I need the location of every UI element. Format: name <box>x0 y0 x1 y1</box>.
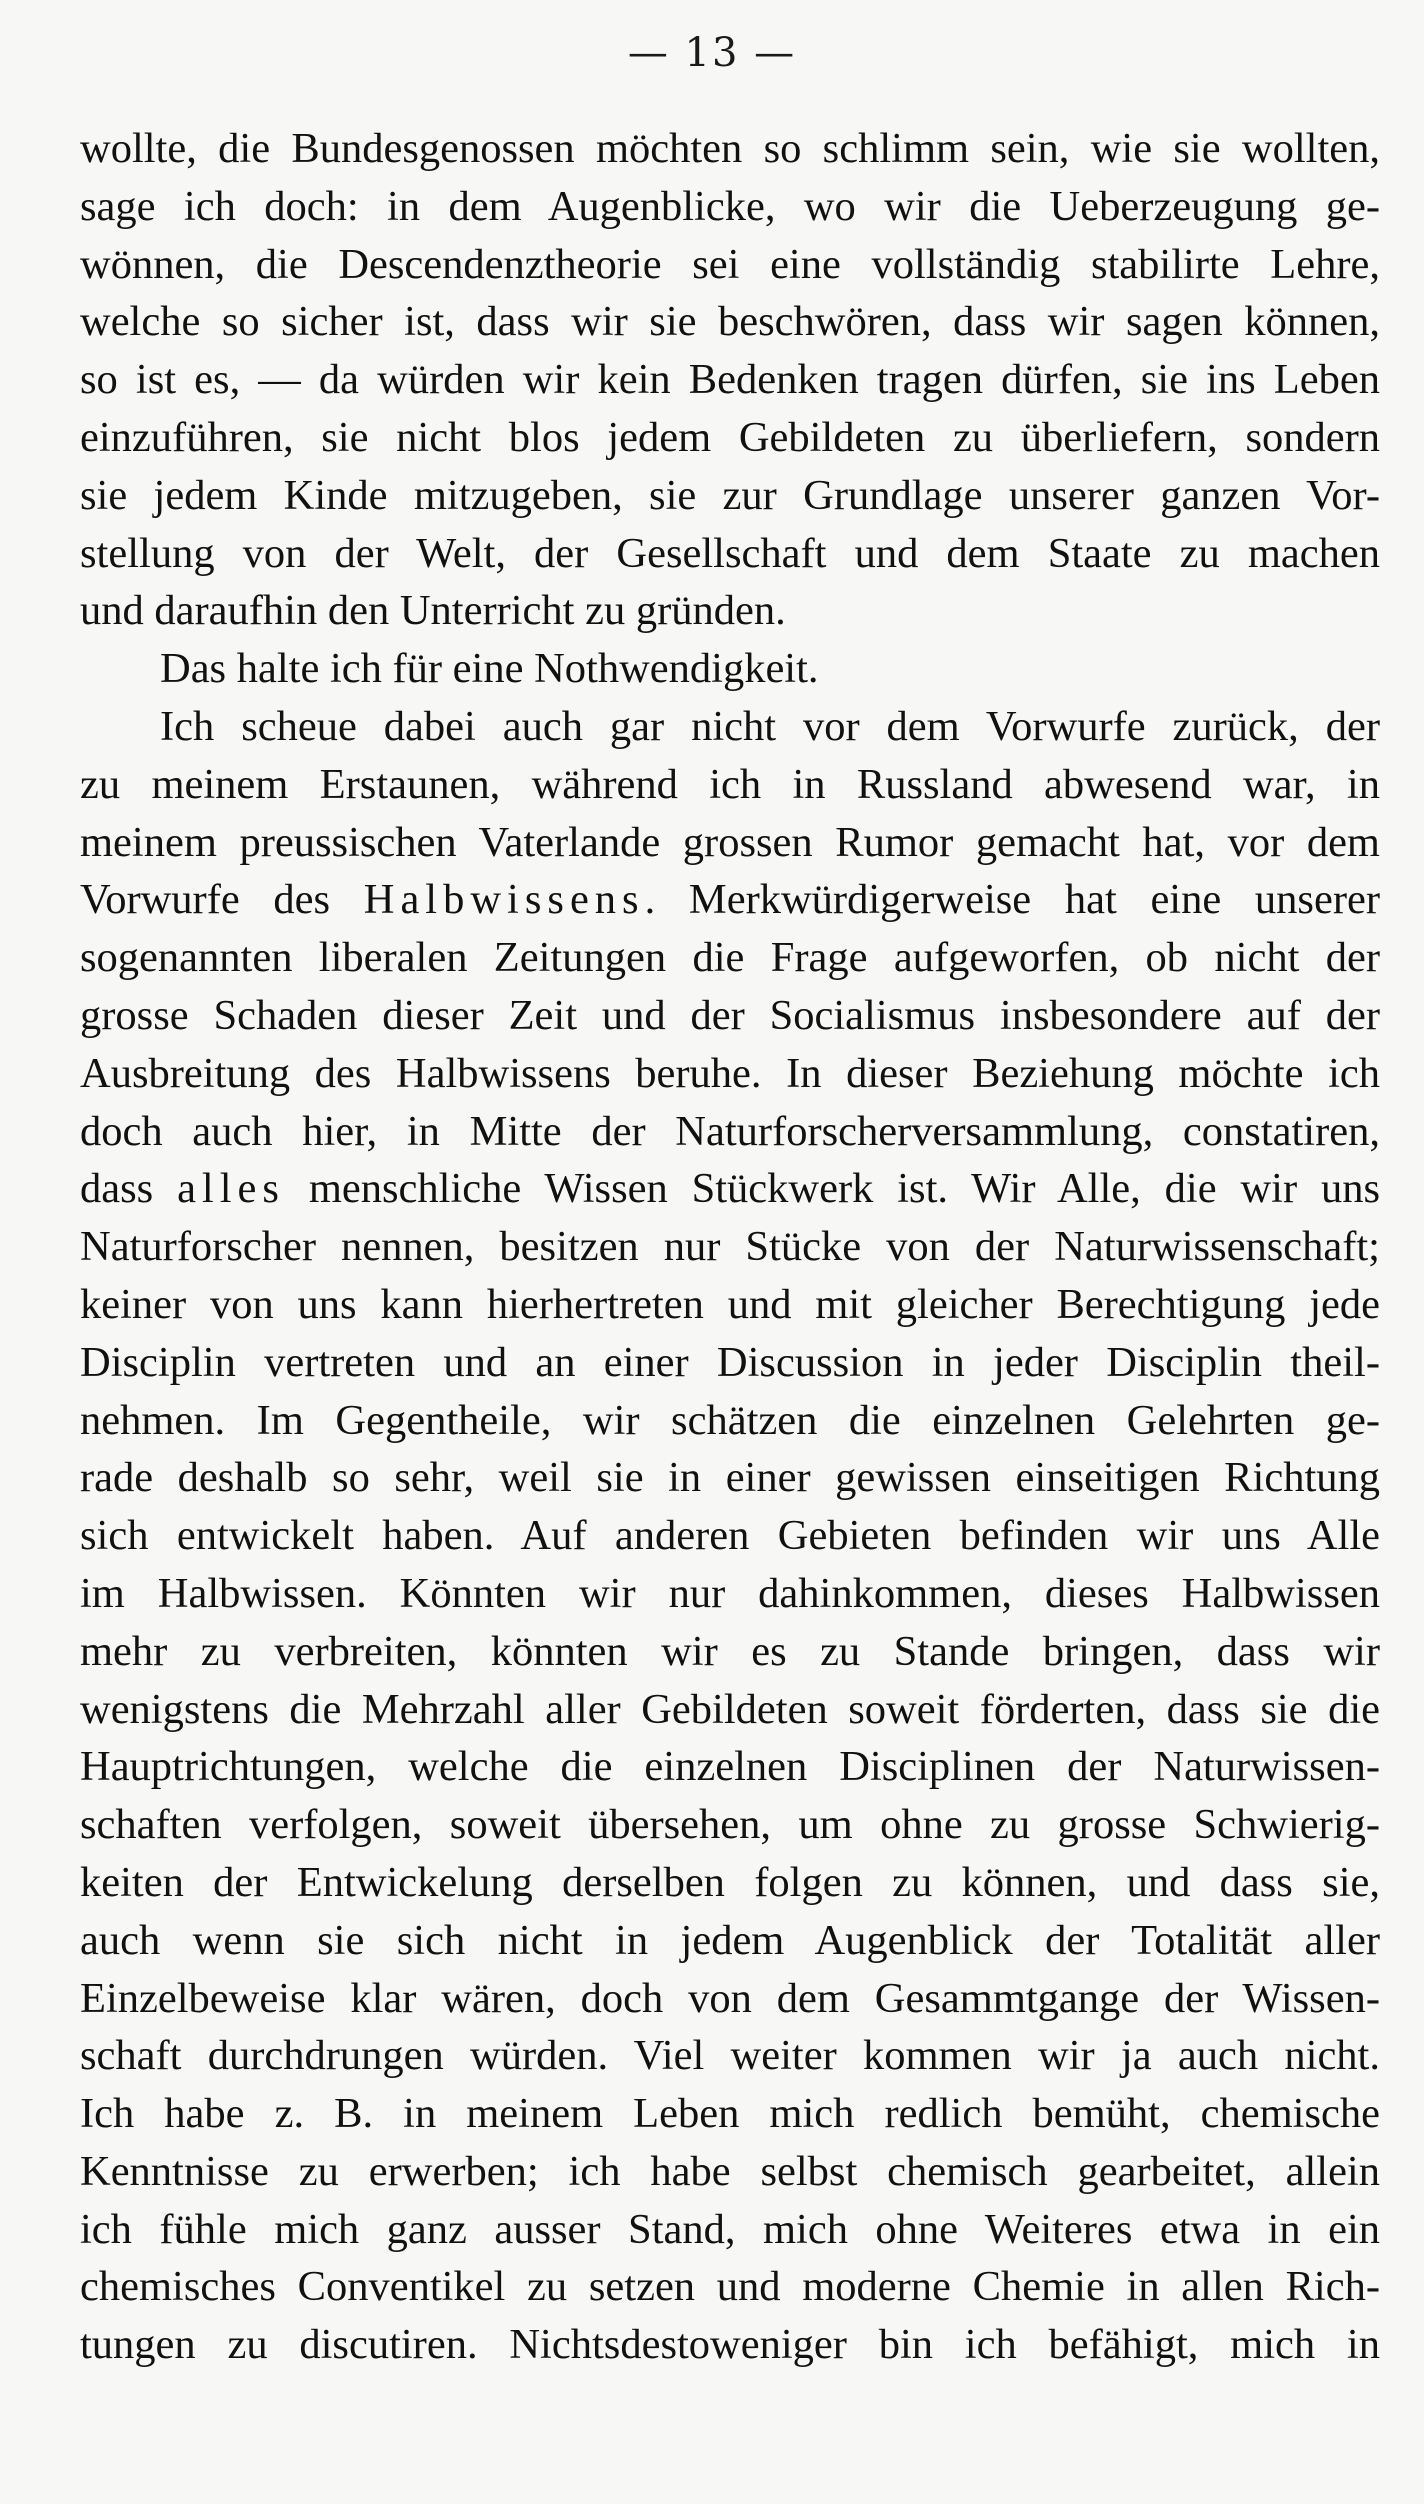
text-line: keiner von uns kann hierhertreten und mit gleicher Berechtigung jede <box>80 1280 1380 1328</box>
text-line: sogenannten liberalen Zeitungen die Frage aufgeworfen, ob nicht der <box>80 934 1380 982</box>
spaced-emphasis: alles <box>177 1165 285 1213</box>
page-number: — 13 — <box>627 30 797 76</box>
text-line <box>80 871 1380 929</box>
text-line: stellung von der Welt, der Gesellschaft und dem Staate zu machen <box>80 529 1380 577</box>
text-line: im Halbwissen. Könnten wir nur dahinkommen, dieses Halbwissen <box>80 1569 1380 1617</box>
text-line: grosse Schaden dieser Zeit und der Socialismus insbesondere auf der <box>80 991 1380 1039</box>
text-line: chemisches Conventikel zu setzen und moderne Chemie in allen Rich- <box>80 2263 1380 2311</box>
text-line: Ich scheue dabei auch gar nicht vor dem Vorwurfe zurück, der <box>160 702 1380 750</box>
body-text <box>80 120 1380 2374</box>
text-line: Kenntnisse zu erwerben; ich habe selbst chemisch gearbeitet, allein <box>80 2147 1380 2195</box>
text-line: wönnen, die Descendenztheorie sei eine vollständig stabilirte Lehre, <box>80 240 1380 288</box>
text-line: auch wenn sie sich nicht in jedem Augenblick der Totalität aller <box>80 1916 1380 1964</box>
text-line: ich fühle mich ganz ausser Stand, mich ohne Weiteres etwa in ein <box>80 2205 1380 2253</box>
text-line: sie jedem Kinde mitzugeben, sie zur Grundlage unserer ganzen Vor- <box>80 471 1380 519</box>
text-line: Naturforscher nennen, besitzen nur Stücke von der Naturwissenschaft; <box>80 1223 1380 1271</box>
text-segment: dass <box>80 1165 178 1213</box>
text-line: sage ich doch: in dem Augenblicke, wo wir die Ueberzeugung ge- <box>80 182 1380 230</box>
text-segment: menschliche Wissen Stückwerk ist. Wir Alle, die wir uns <box>284 1165 1380 1213</box>
text-line: Ich habe z. B. in meinem Leben mich redlich bemüht, chemische <box>80 2090 1380 2138</box>
text-line: Ausbreitung des Halbwissens beruhe. In dieser Beziehung möchte ich <box>80 1049 1380 1097</box>
text-line: welche so sicher ist, dass wir sie beschwören, dass wir sagen können, <box>80 298 1380 346</box>
text-segment: Vorwurfe des <box>80 876 364 924</box>
text-line: Hauptrichtungen, welche die einzelnen Disciplinen der Naturwissen- <box>80 1743 1380 1791</box>
text-line: rade deshalb so sehr, weil sie in einer gewissen einseitigen Richtung <box>80 1454 1380 1502</box>
text-line: Einzelbeweise klar wären, doch von dem Gesammtgange der Wissen- <box>80 1974 1380 2022</box>
text-line <box>80 1160 1380 1218</box>
text-line: zu meinem Erstaunen, während ich in Russland abwesend war, in <box>80 760 1380 808</box>
text-line: Disciplin vertreten und an einer Discussion in jeder Disciplin theil- <box>80 1338 1380 1386</box>
text-line: schaften verfolgen, soweit übersehen, um ohne zu grosse Schwierig- <box>80 1801 1380 1849</box>
text-line: nehmen. Im Gegentheile, wir schätzen die einzelnen Gelehrten ge- <box>80 1396 1380 1444</box>
text-line: sich entwickelt haben. Auf anderen Gebieten befinden wir uns Alle <box>80 1512 1380 1560</box>
text-line: keiten der Entwickelung derselben folgen zu können, und dass sie, <box>80 1858 1380 1906</box>
text-line: wenigstens die Mehrzahl aller Gebildeten soweit förderten, dass sie die <box>80 1685 1380 1733</box>
text-line: tungen zu discutiren. Nichtsdestoweniger bin ich befähigt, mich in <box>80 2321 1380 2369</box>
text-line: so ist es, — da würden wir kein Bedenken tragen dürfen, sie ins Leben <box>80 356 1380 404</box>
text-segment: . Merkwürdigerweise hat eine unserer <box>644 876 1380 924</box>
text-line: wollte, die Bundesgenossen möchten so schlimm sein, wie sie wollten, <box>80 125 1380 172</box>
text-line: doch auch hier, in Mitte der Naturforscherversammlung, constatiren, <box>80 1107 1380 1155</box>
text-line: Das halte ich für eine Nothwendigkeit. <box>160 645 819 693</box>
spaced-emphasis: Halbwissens <box>363 876 645 924</box>
text-line: meinem preussischen Vaterlande grossen Rumor gemacht hat, vor dem <box>80 818 1380 866</box>
text-line: mehr zu verbreiten, könnten wir es zu Stande bringen, dass wir <box>80 1627 1380 1675</box>
text-line: einzuführen, sie nicht blos jedem Gebildeten zu überliefern, sondern <box>80 413 1380 461</box>
text-line: schaft durchdrungen würden. Viel weiter kommen wir ja auch nicht. <box>80 2032 1380 2080</box>
text-line: und daraufhin den Unterricht zu gründen. <box>80 587 786 635</box>
